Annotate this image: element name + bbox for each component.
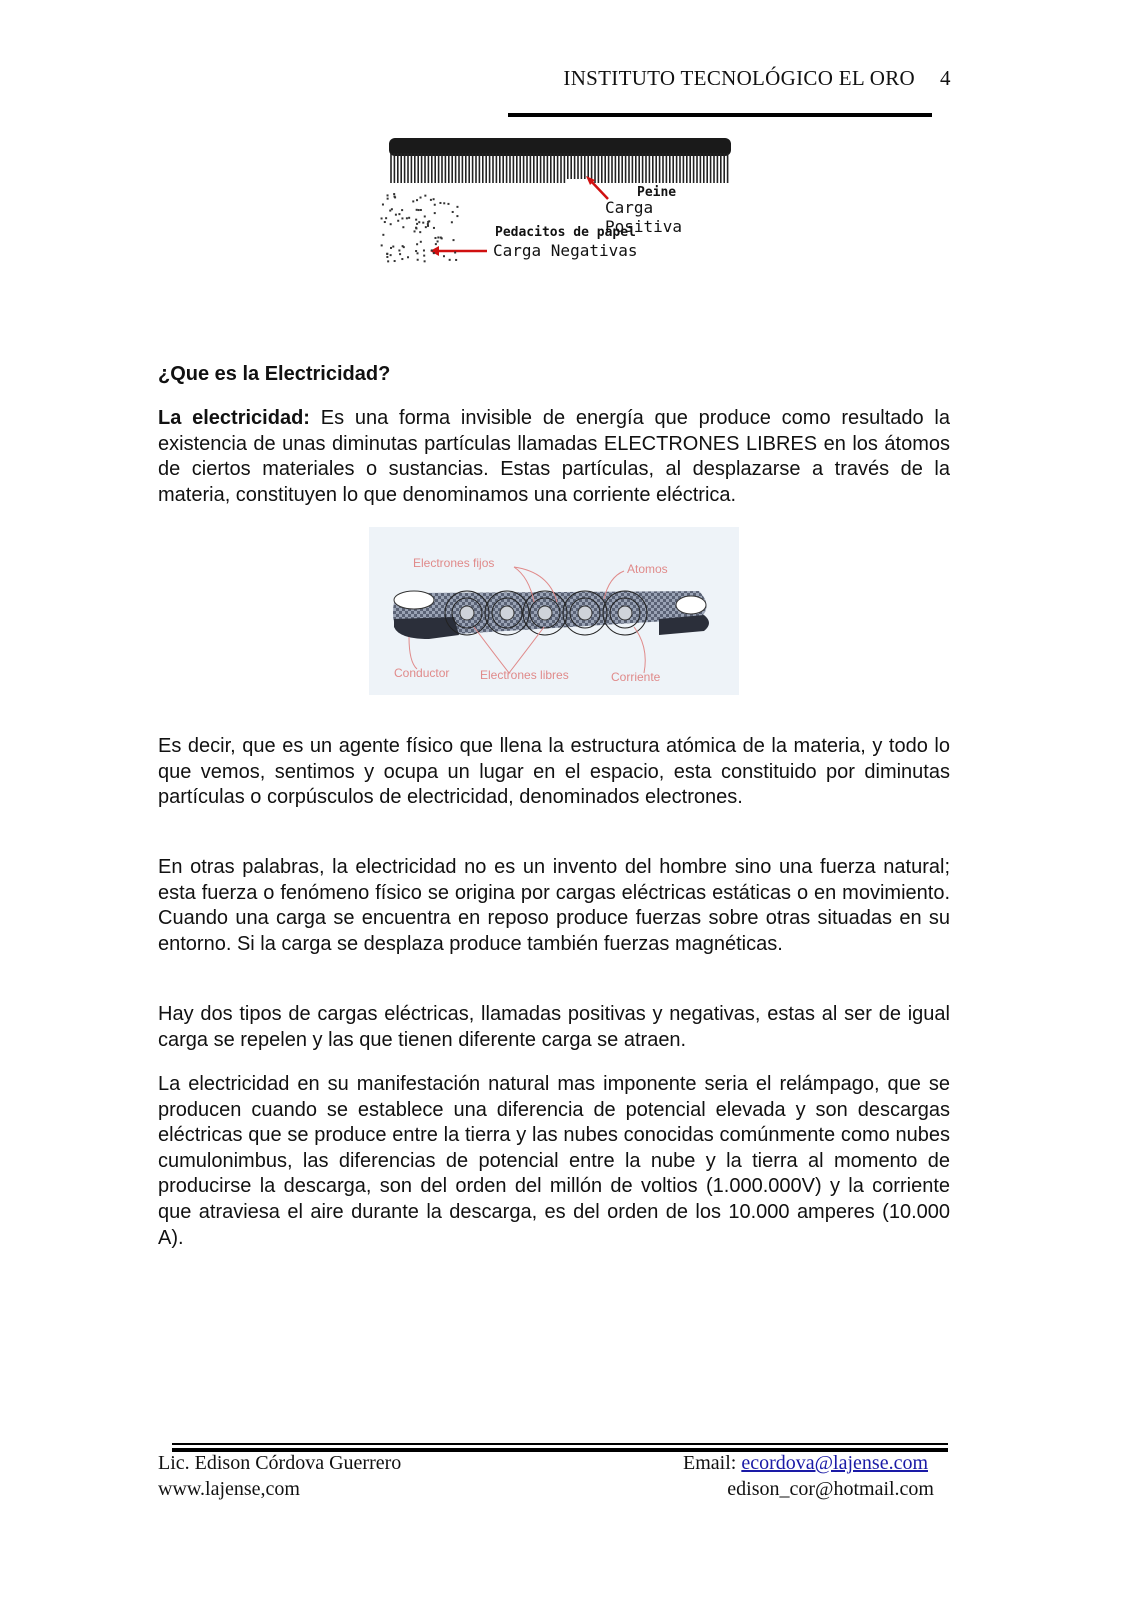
comb-charge-label: Carga Positiva xyxy=(605,198,683,236)
paragraph-1 xyxy=(158,406,950,508)
header-rule xyxy=(508,113,932,117)
conductor-diagram xyxy=(369,527,739,695)
paragraph-1-text: Es una forma invisible de energía que produce como resultado la existencia de unas diminutas partículas llamadas ELECTRONES LIBRES en los átomos de ciertos materiales o sustancias. Estas partículas, al desplazarse a través de la materia, constituyen lo que denominamos una corriente eléctrica. xyxy=(158,407,950,506)
footer-website: www.lajense,com xyxy=(158,1478,300,1500)
footer-author: Lic. Edison Córdova Guerrero xyxy=(158,1452,402,1474)
footer-rule-thin xyxy=(172,1443,948,1445)
paragraph-4: Hay dos tipos de cargas eléctricas, llamadas positivas y negativas, estas al ser de igual carga se repelen y las que tienen diferente carga se atraen. xyxy=(158,1003,950,1051)
label-current: Corriente xyxy=(611,670,661,684)
page-number: 4 xyxy=(940,66,951,90)
header-institution: INSTITUTO TECNOLÓGICO EL ORO xyxy=(563,66,915,90)
section-heading: ¿Que es la Electricidad? xyxy=(158,363,391,385)
email-link[interactable]: ecordova@lajense.com xyxy=(741,1452,928,1474)
paragraph-5: La electricidad en su manifestación natural mas imponente seria el relámpago, que se producen cuando se establece una diferencia de potencial elevada y son descargas eléctricas que se produce entre la tierra y las nubes conocidas comúnmente como nubes cumulonimbus, las diferencias de potencial entre la nube y la tierra al momento de producirse la descarga, son del orden del millón de voltios (1.000.000V) y la corriente que atraviesa el aire durante la descarga, es del orden de los 10.000 amperes (10.000 A). xyxy=(158,1073,950,1249)
comb-label: Peine xyxy=(637,185,677,200)
paper-charge-label: Carga Negativas xyxy=(493,241,638,260)
label-atoms: Atomos xyxy=(627,562,668,576)
paragraph-3: En otras palabras, la electricidad no es un invento del hombre sino una fuerza natural; esta fuerza o fenómeno físico se origina por cargas eléctricas estáticas o en movimiento. Cuando una carga se encuentra en reposo produce fuerzas sobre otras situadas en su entorno. Si la carga se desplaza produce también fuerzas magnéticas. xyxy=(158,856,950,955)
paper-label: Pedacitos de papel xyxy=(495,225,636,240)
label-free-electrons: Electrones libres xyxy=(480,668,569,682)
paragraph-2: Es decir, que es un agente físico que llena la estructura atómica de la materia, y todo lo que vemos, sentimos y ocupa un lugar en el espacio, esta constituido por diminutas partículas o corpúsculos de electricidad, denominados electrones. xyxy=(158,735,950,809)
label-conductor: Conductor xyxy=(394,666,450,680)
email-label: Email: xyxy=(683,1452,742,1474)
footer-email xyxy=(683,1452,928,1475)
term-electricidad: La electricidad: xyxy=(158,407,310,429)
comb-figure xyxy=(375,135,735,267)
footer-email-alt: edison_cor@hotmail.com xyxy=(727,1478,934,1500)
label-fixed-electrons: Electrones fijos xyxy=(413,556,495,570)
